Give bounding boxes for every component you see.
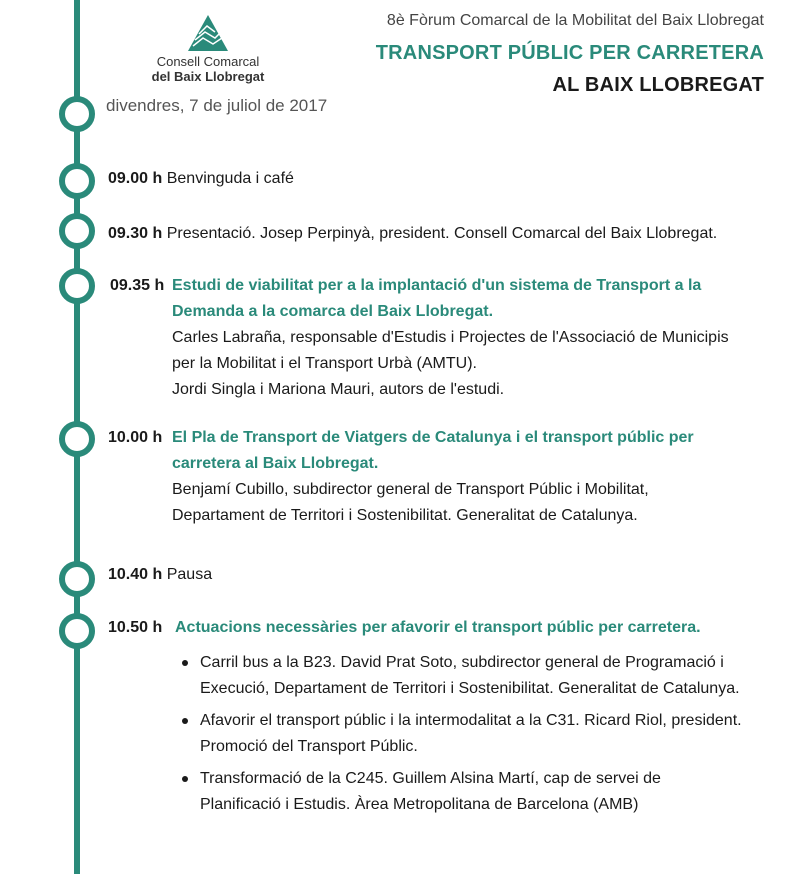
agenda-time: 09.30 h (108, 225, 163, 242)
agenda-time: 10.40 h (108, 566, 163, 583)
agenda-details (172, 273, 729, 403)
agenda-time: 09.35 h (110, 277, 165, 294)
bullet-icon (182, 776, 188, 782)
bullet-icon (182, 660, 188, 666)
timeline-node (59, 96, 95, 132)
list-item-line: Transformació de la C245. Guillem Alsina Martí, cap de servei de (200, 770, 661, 787)
talk-title: Estudi de viabilitat per a la implantació d'un sistema de Transport a la (172, 277, 702, 294)
talk-title-cont: Demanda a la comarca del Baix Llobregat. (172, 303, 494, 320)
agenda-details (172, 425, 694, 529)
event-date: divendres, 7 de juliol de 2017 (106, 96, 328, 115)
talk-title-cont: carretera al Baix Llobregat. (172, 455, 379, 472)
agenda-item (110, 273, 164, 299)
event-title-line2: AL BAIX LLOBREGAT (552, 74, 764, 96)
list-item-line: Promoció del Transport Públic. (200, 738, 418, 755)
list-item-line: Carril bus a la B23. David Prat Soto, subdirector general de Programació i (200, 654, 724, 671)
talk-title: Actuacions necessàries per afavorir el transport públic per carretera. (175, 619, 701, 636)
agenda-text: Presentació. Josep Perpinyà, president. Consell Comarcal del Baix Llobregat. (166, 225, 718, 242)
agenda-time: 09.00 h (108, 170, 163, 187)
agenda-item (108, 221, 717, 247)
event-subtitle: 8è Fòrum Comarcal de la Mobilitat del Baix Llobregat (386, 12, 764, 29)
event-title: TRANSPORT PÚBLIC PER CARRETERA (375, 42, 764, 64)
timeline-node (59, 613, 95, 649)
talk-title: El Pla de Transport de Viatgers de Catalunya i el transport públic per (172, 429, 694, 446)
agenda-item (108, 425, 162, 451)
agenda-time: 10.50 h (108, 619, 163, 636)
timeline-node (59, 421, 95, 457)
logo-text-line1: Consell Comarcal (156, 54, 260, 69)
timeline-node (59, 561, 95, 597)
agenda-item (108, 615, 162, 641)
timeline-node (59, 268, 95, 304)
list-item-line: Planificació i Estudis. Àrea Metropolitana de Barcelona (AMB) (200, 796, 639, 813)
timeline-node (59, 163, 95, 199)
list-item (172, 766, 772, 818)
agenda-text: Benvinguda i café (166, 170, 294, 187)
agenda-details (175, 615, 701, 641)
speaker-line: per la Mobilitat i el Transport Urbà (AMTU). (172, 355, 477, 372)
agenda-item (108, 562, 212, 588)
agenda-item (108, 166, 294, 192)
list-item-line: Afavorir el transport públic i la intermodalitat a la C31. Ricard Riol, president. (200, 712, 742, 729)
logo-text-line2: del Baix Llobregat (151, 69, 265, 84)
speaker-line: Departament de Territori i Sostenibilitat. Generalitat de Catalunya. (172, 507, 638, 524)
list-item-line: Execució, Departament de Territori i Sostenibilitat. Generalitat de Catalunya. (200, 680, 740, 697)
speaker-line: Carles Labraña, responsable d'Estudis i Projectes de l'Associació de Municipis (172, 329, 729, 346)
list-item (172, 708, 772, 760)
agenda-time: 10.00 h (108, 429, 163, 446)
list-item (172, 650, 772, 702)
tree-logo-icon (185, 14, 231, 52)
speaker-line: Benjamí Cubillo, subdirector general de Transport Públic i Mobilitat, (172, 481, 649, 498)
organization-logo (128, 14, 288, 94)
timeline-node (59, 213, 95, 249)
bullet-list (172, 650, 772, 824)
bullet-icon (182, 718, 188, 724)
agenda-text: Pausa (166, 566, 213, 583)
speaker-line: Jordi Singla i Mariona Mauri, autors de l'estudi. (172, 381, 505, 398)
